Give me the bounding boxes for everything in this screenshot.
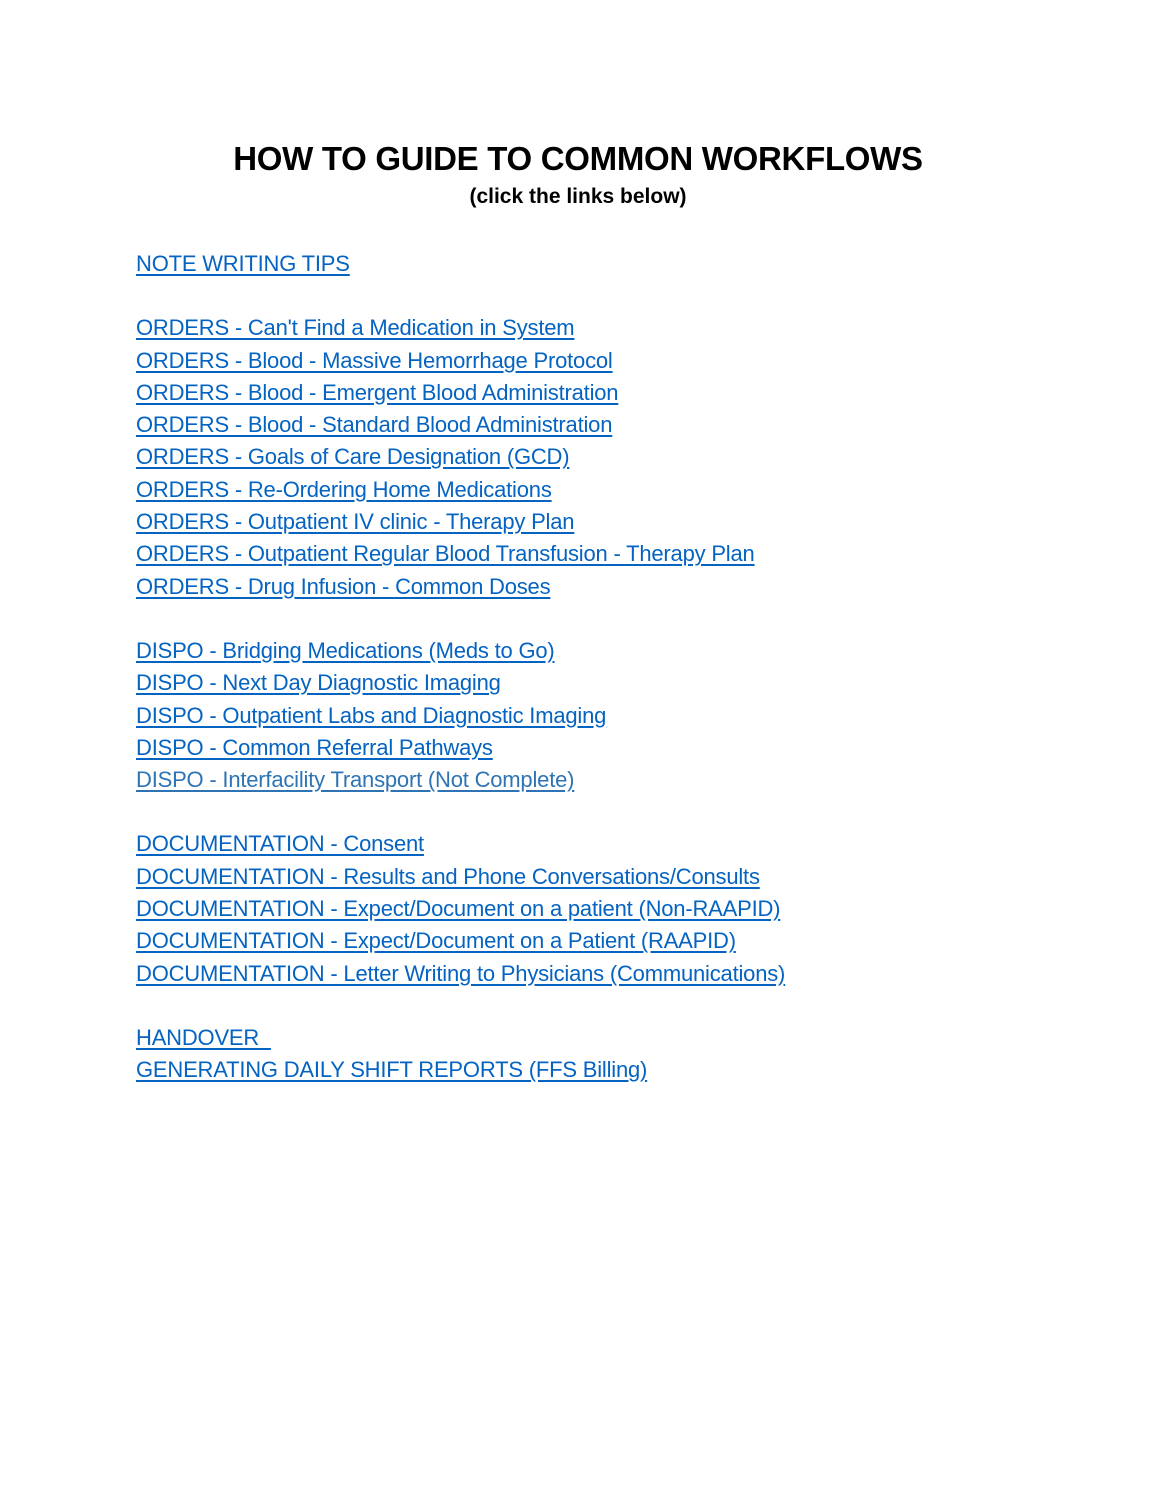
link-orders-goals-of-care[interactable]: ORDERS - Goals of Care Designation (GCD) (136, 444, 570, 470)
link-note-writing-tips[interactable]: NOTE WRITING TIPS (136, 251, 350, 276)
link-orders-emergent-blood[interactable]: ORDERS - Blood - Emergent Blood Administration (136, 379, 619, 405)
link-group-documentation (136, 828, 1036, 989)
link-orders-outpatient-iv-clinic[interactable]: ORDERS - Outpatient IV clinic - Therapy Plan (136, 509, 575, 535)
link-orders-drug-infusion[interactable]: ORDERS - Drug Infusion - Common Doses (136, 573, 551, 599)
link-dispo-next-day-imaging[interactable]: DISPO - Next Day Diagnostic Imaging (136, 670, 501, 696)
link-group-handover (136, 1022, 1036, 1087)
link-documentation-expect-non-raapid[interactable]: DOCUMENTATION - Expect/Document on a patient (Non-RAAPID) (136, 896, 781, 922)
link-dispo-outpatient-labs[interactable]: DISPO - Outpatient Labs and Diagnostic Imaging (136, 702, 607, 728)
link-group-notes (136, 248, 1036, 280)
link-group-dispo (136, 635, 1036, 796)
page-title: HOW TO GUIDE TO COMMON WORKFLOWS (233, 140, 923, 177)
link-orders-standard-blood[interactable]: ORDERS - Blood - Standard Blood Administration (136, 412, 613, 438)
link-documentation-expect-raapid[interactable]: DOCUMENTATION - Expect/Document on a Patient (RAAPID) (136, 928, 736, 954)
link-orders-massive-hemorrhage[interactable]: ORDERS - Blood - Massive Hemorrhage Protocol (136, 347, 613, 373)
link-orders-reordering-home-meds[interactable]: ORDERS - Re-Ordering Home Medications (136, 476, 552, 502)
link-handover[interactable]: HANDOVER (136, 1024, 271, 1050)
link-dispo-bridging-meds[interactable]: DISPO - Bridging Medications (Meds to Go) (136, 637, 555, 663)
link-daily-shift-reports[interactable]: GENERATING DAILY SHIFT REPORTS (FFS Billing) (136, 1057, 648, 1083)
link-orders-cant-find-medication[interactable]: ORDERS - Can't Find a Medication in System (136, 315, 575, 341)
page-subtitle: (click the links below) (469, 185, 687, 208)
link-documentation-consent[interactable]: DOCUMENTATION - Consent (136, 831, 424, 857)
link-list (136, 248, 1036, 1119)
link-documentation-letter-writing[interactable]: DOCUMENTATION - Letter Writing to Physicians (Communications) (136, 960, 786, 986)
link-dispo-interfacility-transport[interactable]: DISPO - Interfacility Transport (Not Complete) (136, 767, 575, 793)
link-documentation-results-phone[interactable]: DOCUMENTATION - Results and Phone Conversations/Consults (136, 863, 760, 889)
link-dispo-referral-pathways[interactable]: DISPO - Common Referral Pathways (136, 734, 493, 760)
link-orders-outpatient-transfusion[interactable]: ORDERS - Outpatient Regular Blood Transfusion - Therapy Plan (136, 541, 755, 567)
link-group-orders (136, 312, 1036, 603)
